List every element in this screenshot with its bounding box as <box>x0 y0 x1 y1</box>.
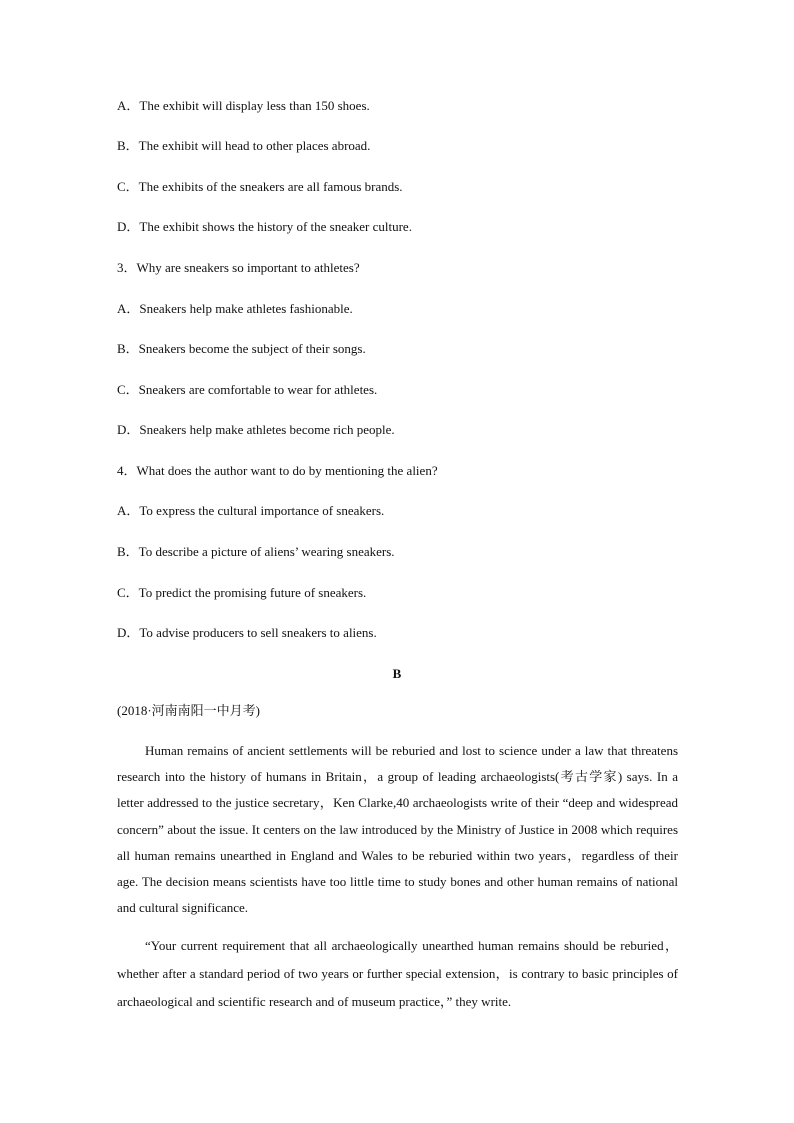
section-b-title: B <box>392 666 402 681</box>
q2-option-c: C．The exhibits of the sneakers are all famous brands. <box>117 179 403 194</box>
q3-option-c: C．Sneakers are comfortable to wear for athletes. <box>117 382 378 397</box>
q3-option-a: A．Sneakers help make athletes fashionable. <box>117 301 353 316</box>
q2-option-b: B．The exhibit will head to other places abroad. <box>117 138 371 153</box>
passage-paragraph-2: “Your current requirement that all archaeologically unearthed human remains should be reburied，whether after a standard period of two years or further special extension，is contrary to basic principles of archaeological and scientific research and of museum practice，” they write. <box>117 938 678 1009</box>
passage-source: (2018·河南南阳一中月考) <box>117 703 260 718</box>
q4-option-d: D．To advise producers to sell sneakers to aliens. <box>117 625 377 640</box>
question-3: 3．Why are sneakers so important to athletes? <box>117 260 360 275</box>
q2-option-d: D．The exhibit shows the history of the sneaker culture. <box>117 219 412 234</box>
q3-option-d: D．Sneakers help make athletes become rich people. <box>117 422 395 437</box>
q4-option-a: A．To express the cultural importance of sneakers. <box>117 503 385 518</box>
q4-option-b: B．To describe a picture of aliens’ wearing sneakers. <box>117 544 395 559</box>
passage-paragraph-1: Human remains of ancient settlements will be reburied and lost to science under a law that threatens research into the history of humans in Britain，a group of leading archaeologists(考古学家) says. In a letter addressed to the justice secretary，Ken Clarke,40 archaeologists write of their “deep and widespread concern” about the issue. It centers on the law introduced by the Ministry of Justice in 2008 which requires all human remains unearthed in England and Wales to be reburied within two years，regardless of their age. The decision means scientists have too little time to study bones and other human remains of national and cultural significance. <box>117 743 678 916</box>
q3-option-b: B．Sneakers become the subject of their songs. <box>117 341 366 356</box>
q2-option-a: A．The exhibit will display less than 150 shoes. <box>117 98 370 113</box>
q4-option-c: C．To predict the promising future of sneakers. <box>117 585 367 600</box>
question-4: 4．What does the author want to do by mentioning the alien? <box>117 463 438 478</box>
